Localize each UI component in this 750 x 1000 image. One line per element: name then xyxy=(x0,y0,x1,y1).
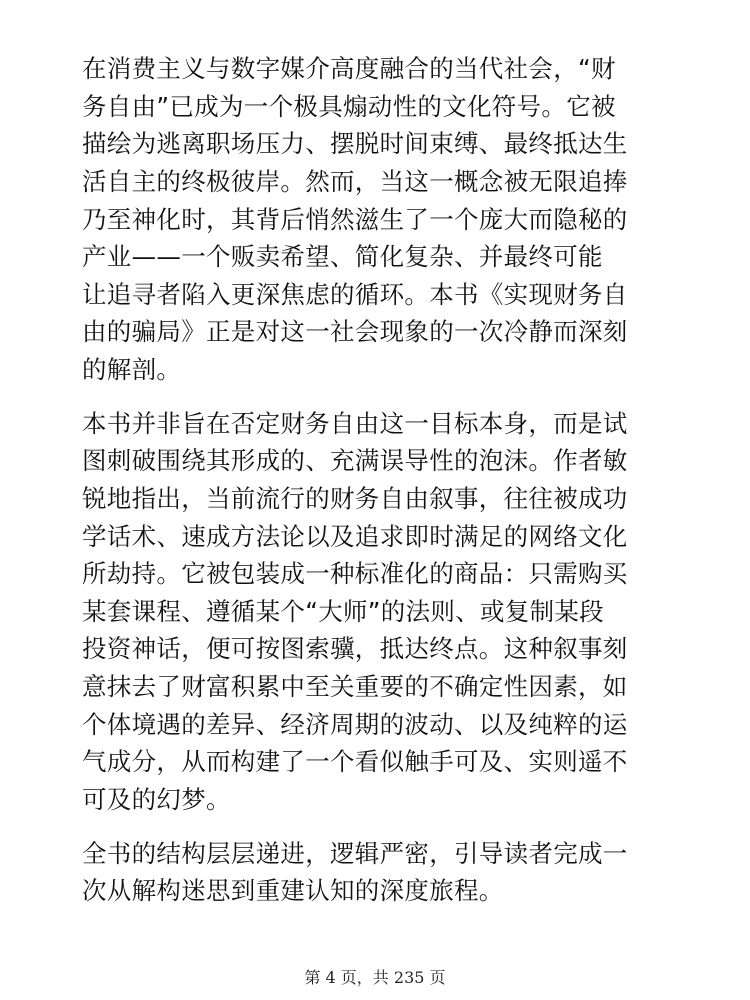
page-footer: 第 4 页，共 235 页 xyxy=(304,968,446,987)
paragraph xyxy=(82,405,682,819)
text-line: 可及的幻梦。 xyxy=(82,784,231,814)
text-line: 次从解构迷思到重建认知的深度旅程。 xyxy=(82,876,504,906)
text-line: 全书的结构层层递进，逻辑严密，引导读者完成一 xyxy=(82,838,628,868)
text-line: 意抹去了财富积累中至关重要的不确定性因素，如 xyxy=(82,672,628,701)
text-line: 投资神话，便可按图索骥，抵达终点。这种叙事刻 xyxy=(82,634,628,664)
paragraph xyxy=(82,50,682,389)
text-line: 某套课程、遵循某个“大师”的法则、或复制某段 xyxy=(82,596,604,626)
text-line: 务自由”已成为一个极具煽动性的文化符号。它被 xyxy=(82,91,616,121)
text-line: 描绘为逃离职场压力、摆脱时间束缚、最终抵达生 xyxy=(82,129,628,159)
text-line: 由的骗局》正是对这一社会现象的一次冷静而深刻 xyxy=(82,317,628,347)
text-line: 个体境遇的差异、经济周期的波动、以及纯粹的运 xyxy=(82,709,628,739)
text-line: 在消费主义与数字媒介高度融合的当代社会，“财 xyxy=(82,54,616,83)
text-line: 的解剖。 xyxy=(82,355,182,384)
text-line: 乃至神化时，其背后悄然滋生了一个庞大而隐秘的 xyxy=(82,204,628,234)
text-line: 产业——一个贩卖希望、简化复杂、并最终可能 xyxy=(82,242,603,272)
text-line: 本书并非旨在否定财务自由这一目标本身，而是试 xyxy=(82,408,628,438)
text-line: 图刺破围绕其形成的、充满误导性的泡沫。作者敏 xyxy=(82,446,628,476)
text-line: 活自主的终极彼岸。然而，当这一概念被无限追捧 xyxy=(82,166,628,196)
body-text xyxy=(82,50,682,910)
text-line: 气成分，从而构建了一个看似触手可及、实则遥不 xyxy=(82,747,628,777)
text-line: 学话术、速成方法论以及追求即时满足的网络文化 xyxy=(82,521,628,551)
text-line: 锐地指出，当前流行的财务自由叙事，往往被成功 xyxy=(82,483,628,513)
paragraph xyxy=(82,835,682,910)
text-line: 所劫持。它被包装成一种标准化的商品：只需购买 xyxy=(82,559,628,589)
text-line: 让追寻者陷入更深焦虑的循环。本书《实现财务自 xyxy=(82,279,628,309)
